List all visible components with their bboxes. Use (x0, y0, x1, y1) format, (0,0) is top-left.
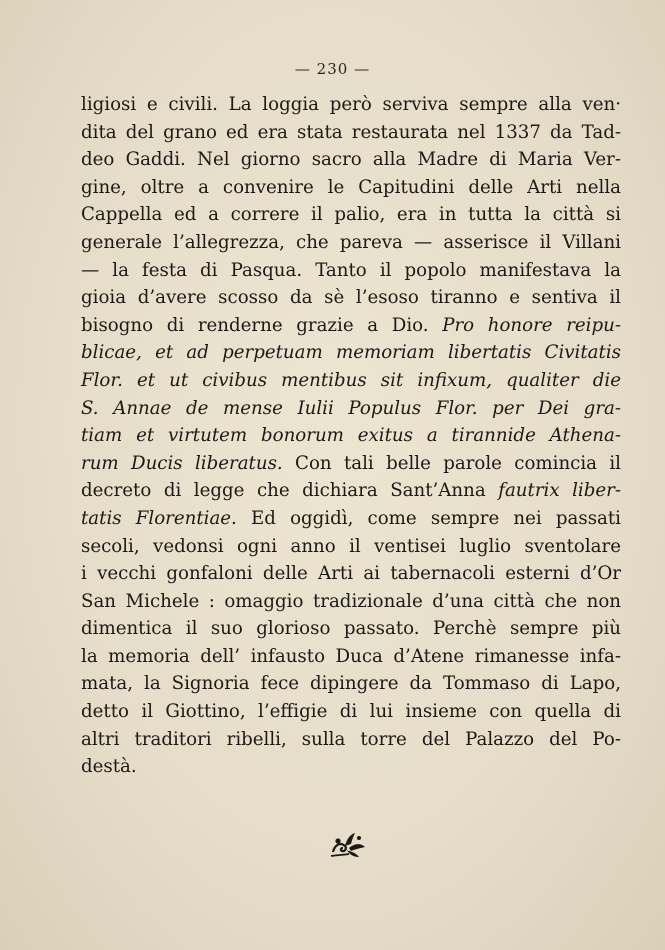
italic-text-segment: tiam et virtutem bonorum exitus a tirannide Athena- (81, 425, 621, 447)
text-segment: dimentica il suo glorioso passato. Perchè sempre più (81, 618, 621, 640)
text-segment: decreto di legge che dichiara Sant’Anna (81, 480, 499, 502)
text-segment: dita del grano ed era stata restaurata nel 1337 da Tad- (81, 121, 621, 143)
italic-text-segment: rum Ducis liberatus. (81, 452, 283, 474)
text-line (81, 229, 621, 257)
text-segment: altri traditori ribelli, sulla torre del Palazzo del Po- (81, 728, 621, 750)
text-line (81, 119, 621, 147)
text-segment: — la festa di Pasqua. Tanto il popolo manifestava la (81, 259, 621, 281)
text-segment: gine, oltre a convenire le Capitudini delle Arti nella (81, 176, 621, 198)
text-segment: gioia d’avere scosso da sè l’esoso tiranno e sentiva il (81, 287, 621, 309)
text-segment: Con tali belle parole comincia il (282, 452, 621, 474)
text-line (81, 146, 621, 174)
text-segment: bisogno di renderne grazie a Dio. (81, 314, 443, 336)
text-line (81, 201, 621, 229)
text-segment: ligiosi e civili. La loggia però serviva sempre alla ven· (81, 94, 621, 115)
text-line (81, 312, 621, 340)
text-line (81, 726, 621, 754)
text-line (81, 174, 621, 202)
italic-text-segment: blicae, et ad perpetuam memoriam libertatis Civitatis (81, 342, 621, 364)
text-segment: la memoria dell’ infausto Duca d’Atene rimanesse infa- (81, 645, 621, 667)
text-line (81, 395, 621, 423)
text-segment: destà. (81, 756, 137, 778)
text-line (81, 533, 621, 561)
italic-text-segment: Pro honore reipu- (442, 314, 621, 336)
text-segment: i vecchi gonfaloni delle Arti ai tabernacoli esterni d’Or (81, 563, 621, 585)
italic-text-segment: fautrix liber- (498, 480, 621, 502)
text-line (81, 422, 621, 450)
text-segment: detto il Giottino, l’effigie di lui insieme con quella di (81, 701, 621, 723)
italic-text-segment: tatis Florentiae. (81, 507, 237, 529)
text-line (81, 477, 621, 505)
text-segment: Ed oggidì, come sempre nei passati (236, 507, 621, 529)
text-line (81, 670, 621, 698)
text-line (81, 615, 621, 643)
italic-text-segment: S. Annae de mense Iulii Populus Flor. per Dei gra- (81, 397, 621, 419)
text-line (81, 257, 621, 285)
text-line (81, 698, 621, 726)
text-line (81, 284, 621, 312)
fleuron-ornament-icon (325, 830, 371, 860)
text-segment: Cappella ed a correre il palio, era in tutta la città si (81, 204, 621, 226)
page-number: — 230 — (294, 60, 371, 78)
text-line (81, 560, 621, 588)
text-segment: mata, la Signoria fece dipingere da Tommaso di Lapo, (81, 673, 621, 695)
text-line (81, 367, 621, 395)
text-line (81, 643, 621, 671)
text-line (81, 753, 621, 781)
text-line (81, 588, 621, 616)
text-segment: San Michele : omaggio tradizionale d’una città che non (81, 590, 621, 612)
text-segment: deo Gaddi. Nel giorno sacro alla Madre di Maria Ver- (81, 149, 621, 171)
italic-text-segment: Flor. et ut civibus mentibus sit infixum, qualiter die (81, 369, 621, 391)
text-line (81, 91, 621, 119)
text-line (81, 339, 621, 367)
text-segment: secoli, vedonsi ogni anno il ventisei luglio sventolare (81, 535, 621, 557)
body-text (81, 91, 621, 781)
text-line (81, 450, 621, 478)
text-segment: generale l’allegrezza, che pareva — asserisce il Villani (81, 231, 621, 253)
text-line (81, 505, 621, 533)
